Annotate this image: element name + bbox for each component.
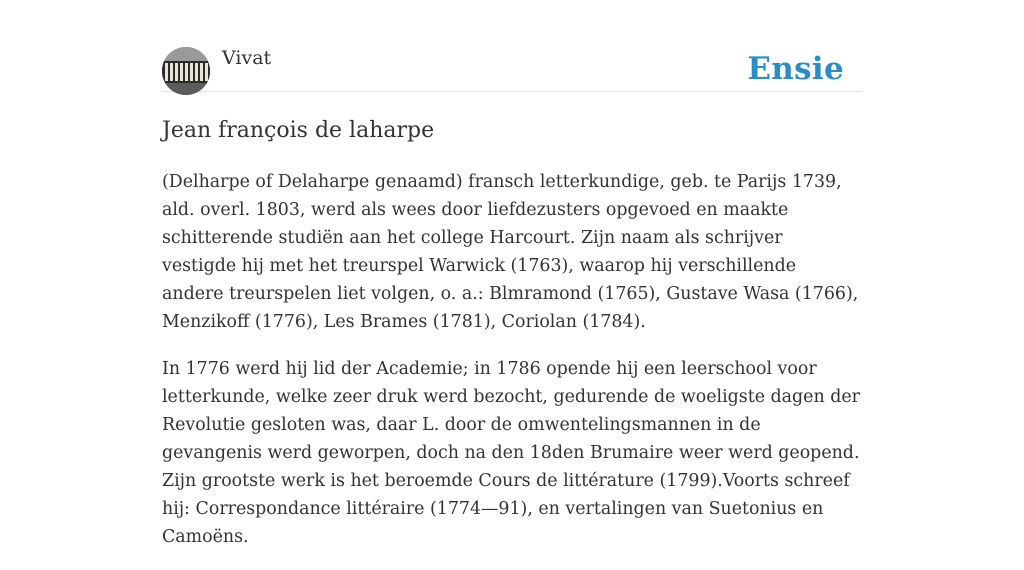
book-spines-avatar-icon [162,47,210,95]
article-paragraph: (Delharpe of Delaharpe genaamd) fransch letterkundige, geb. te Parijs 1739, ald. overl. 1803, werd als wees door liefdezusters opgevoed en maakte schitterende studiën aan het college Harcourt. Zijn naam als schrijver vestigde hij met het treurspel Warwick (1763), waarop hij verschillende andere treurspelen liet volgen, o. a.: Blmramond (1765), Gustave Wasa (1766), Menzikoff (1776), Les Brames (1781), Coriolan (1784). [162,172,859,332]
ensie-logo[interactable]: Ensie [747,51,844,87]
avatar[interactable] [162,47,210,95]
article-body [162,168,862,570]
article-header [162,47,862,92]
article-paragraph: In 1776 werd hij lid der Academie; in 1786 opende hij een leerschool voor letterkunde, welke zeer druk werd bezocht, gedurende de woeligste dagen der Revolutie gesloten was, daar L. door de omwentelingsmannen in de gevangenis werd geworpen, doch na den 18den Brumaire weer werd geopend. Zijn grootste werk is het beroemde Cours de littérature (1799).Voorts schreef hij: Correspondance littéraire (1774—91), en vertalingen van Suetonius en Camoëns. [162,359,860,547]
author-name[interactable]: Vivat [222,47,272,69]
page-title: Jean françois de laharpe [162,118,435,143]
